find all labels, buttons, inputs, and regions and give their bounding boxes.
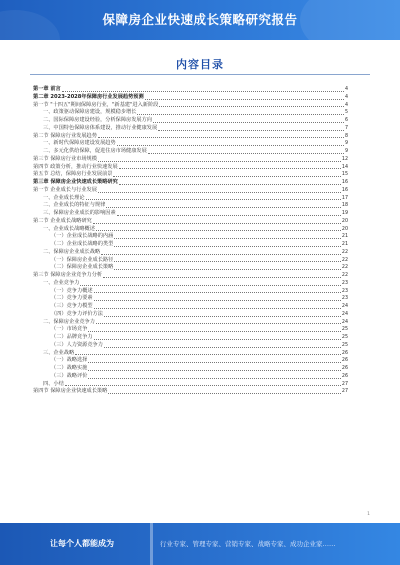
toc-entry-page: 4 <box>344 87 348 92</box>
toc-entry[interactable] <box>33 109 348 117</box>
toc-leader-dots <box>75 354 341 355</box>
toc-leader-dots <box>114 261 341 262</box>
toc-entry-page: 14 <box>341 164 348 170</box>
toc-entry-page: 26 <box>341 358 348 364</box>
toc-entry[interactable] <box>33 156 348 164</box>
toc-leader-dots <box>62 91 344 92</box>
toc-entry[interactable] <box>33 311 348 319</box>
toc-entry-title: 第二章 2023-2028年保障房行业发展趋势预测 <box>33 93 144 100</box>
toc-leader-dots <box>88 331 341 332</box>
toc-entry[interactable] <box>33 342 348 350</box>
toc-leader-dots <box>104 347 341 348</box>
toc-entry-page: 23 <box>341 296 348 302</box>
toc-entry-page: 8 <box>344 133 348 139</box>
toc-leader-dots <box>153 122 344 123</box>
toc-entry-page: 22 <box>341 249 348 255</box>
toc-entry[interactable] <box>33 171 348 179</box>
toc-entry-title: （一）保障房企业成长路径 <box>51 256 114 263</box>
toc-entry-page: 9 <box>344 149 348 154</box>
toc-entry-page: 18 <box>341 203 348 209</box>
toc-entry-page: 22 <box>341 265 348 271</box>
toc-entry-page: 15 <box>341 172 348 178</box>
toc-entry-title: （三）战略评价 <box>51 372 88 379</box>
toc-entry[interactable] <box>33 125 348 133</box>
toc-entry-page: 21 <box>341 242 348 247</box>
toc-entry-page: 26 <box>341 350 348 356</box>
toc-entry[interactable] <box>33 140 348 148</box>
toc-leader-dots <box>113 176 340 177</box>
toc-leader-dots <box>88 362 341 363</box>
toc-entry-title: 第三章 保障房企业快速成长策略研究 <box>33 179 118 185</box>
toc-leader-dots <box>119 168 341 169</box>
toc-leader-dots <box>108 393 341 394</box>
toc-entry-title: 第一节 企业成长与行业发展 <box>33 186 97 193</box>
toc-entry-page: 6 <box>344 118 348 123</box>
toc-leader-dots <box>117 145 344 146</box>
report-title: 保障房企业快速成长策略研究报告 <box>102 12 298 27</box>
toc-leader-dots <box>96 230 341 231</box>
toc-entry-title: 第四节 政策分析，推动行业快速发展 <box>33 163 118 170</box>
toc-entry[interactable] <box>33 202 348 210</box>
toc-entry-title: 第三节 保障房行业市场规模 <box>33 155 97 162</box>
toc-leader-dots <box>106 207 341 208</box>
page-number: 1 <box>367 512 370 517</box>
toc-entry-page: 16 <box>341 180 348 185</box>
toc-entry[interactable] <box>33 272 348 280</box>
toc-entry-page: 25 <box>341 342 348 348</box>
report-header <box>0 0 400 40</box>
toc-entry-title: 一、企业竞争力 <box>43 279 80 286</box>
toc-leader-dots <box>148 153 344 154</box>
toc-entry[interactable] <box>33 373 348 381</box>
toc-entry-title: 二、国际保障房建设经验，分析保障房发展方向 <box>43 117 152 123</box>
toc-entry-page: 27 <box>341 381 348 387</box>
toc-leader-dots <box>98 137 344 138</box>
toc-entry[interactable] <box>33 117 348 125</box>
toc-entry-page: 19 <box>341 211 348 216</box>
toc-entry-title: （二）战略实施 <box>51 365 88 371</box>
toc-entry-title: （一）竞争力概述 <box>51 287 93 294</box>
toc-leader-dots <box>101 254 341 255</box>
toc-entry-page: 22 <box>341 257 348 263</box>
toc-entry-title: （一）战略选择 <box>51 357 88 364</box>
toc-entry[interactable] <box>33 357 348 365</box>
toc-entry-page: 4 <box>344 94 348 100</box>
toc-entry-page: 25 <box>341 335 348 340</box>
footer-divider <box>150 523 153 565</box>
toc-entry-page: 4 <box>344 102 348 108</box>
toc-leader-dots <box>114 246 341 247</box>
toc-leader-dots <box>93 223 341 224</box>
toc-entry-title: 第四节 保障房企业快速成长策略 <box>33 388 108 395</box>
toc-entry[interactable] <box>33 218 348 226</box>
toc-entry-page: 27 <box>341 389 348 395</box>
toc-entry-title: 第五节 总结，保障房行业发展前景 <box>33 171 113 178</box>
toc-leader-dots <box>114 269 341 270</box>
toc-entry-page: 23 <box>341 280 348 286</box>
toc-entry[interactable] <box>33 280 348 288</box>
toc-entry[interactable] <box>33 334 348 342</box>
toc-heading: 内容目录 <box>176 58 224 71</box>
toc-leader-dots <box>94 300 341 301</box>
toc-entry-page: 17 <box>341 195 348 201</box>
toc-entry-page: 22 <box>341 273 348 278</box>
report-footer <box>0 523 400 565</box>
toc-entry-page: 12 <box>341 156 348 162</box>
toc-entry-page: 24 <box>341 304 348 309</box>
toc-entry-page: 24 <box>341 311 348 317</box>
table-of-contents <box>33 86 348 396</box>
toc-leader-dots <box>137 114 344 115</box>
toc-leader-dots <box>96 323 341 324</box>
footer-tagline: 行业专家、管理专家、营销专家、战略专家、成功企业家…… <box>160 540 336 548</box>
toc-entry-title: 三、企业战略 <box>43 349 75 356</box>
toc-entry-title: 三、保障房企业成长的影响因素 <box>43 210 116 216</box>
toc-entry-page: 5 <box>344 110 348 116</box>
toc-entry[interactable] <box>33 210 348 218</box>
toc-leader-dots <box>103 277 341 278</box>
toc-entry-page: 16 <box>341 187 348 193</box>
toc-divider <box>30 74 370 75</box>
toc-leader-dots <box>94 292 341 293</box>
toc-leader-dots <box>94 308 341 309</box>
toc-entry[interactable] <box>33 187 348 195</box>
toc-entry-page: 23 <box>341 288 348 294</box>
toc-leader-dots <box>86 199 341 200</box>
toc-entry-title: 一、企业成长战略概述 <box>43 225 95 232</box>
toc-entry[interactable] <box>33 94 348 102</box>
toc-entry-title: 二、保障房企业竞争力 <box>43 318 95 325</box>
toc-leader-dots <box>98 161 341 162</box>
toc-entry-title: 第一节 "十四五"期间保障房行业，"新基建"进入新阶段 <box>33 101 159 108</box>
toc-entry[interactable] <box>33 326 348 334</box>
toc-entry[interactable] <box>33 86 348 94</box>
toc-entry[interactable] <box>33 388 348 396</box>
toc-entry[interactable] <box>33 295 348 303</box>
toc-leader-dots <box>158 130 344 131</box>
toc-entry-title: （二）品牌竞争力 <box>51 334 93 340</box>
toc-entry-page: 20 <box>341 218 348 224</box>
toc-entry[interactable] <box>33 303 348 311</box>
toc-entry-title: 第二节 企业成长战略研究 <box>33 217 92 224</box>
toc-leader-dots <box>88 370 341 371</box>
toc-entry-title: （四）竞争力评价方法 <box>51 310 103 317</box>
toc-entry-title: （二）保障房企业成长策略 <box>51 264 114 271</box>
toc-entry-title: （二）企业成长战略的类型 <box>51 241 114 247</box>
toc-entry-title: 二、企业成长的特征与规律 <box>43 202 106 209</box>
toc-leader-dots <box>114 238 341 239</box>
toc-entry[interactable] <box>33 233 348 241</box>
toc-leader-dots <box>104 316 341 317</box>
toc-entry-page: 26 <box>341 373 348 379</box>
toc-entry[interactable] <box>33 148 348 156</box>
toc-entry-page: 7 <box>344 125 348 131</box>
toc-entry-page: 25 <box>341 327 348 333</box>
toc-leader-dots <box>98 192 341 193</box>
footer-slogan: 让每个人都能成为 <box>50 539 114 548</box>
toc-leader-dots <box>145 99 344 100</box>
toc-entry-page: 26 <box>341 366 348 371</box>
toc-entry-page: 20 <box>341 226 348 232</box>
toc-entry-title: 三、中国特色保障房体系建设，推动行业健康发展 <box>43 124 158 131</box>
toc-entry[interactable] <box>33 365 348 373</box>
toc-leader-dots <box>94 339 341 340</box>
toc-entry-title: 一、新时代保障房建设发展趋势 <box>43 140 116 147</box>
toc-entry-title: 二、多元化供给保障，促进住房市场健康发展 <box>43 148 147 154</box>
toc-entry-title: 第三节 保障房企业竞争力分析 <box>33 272 103 278</box>
toc-entry[interactable] <box>33 241 348 249</box>
toc-entry-page: 9 <box>344 141 348 147</box>
toc-entry-title: （一）企业成长战略的内涵 <box>51 233 114 240</box>
toc-entry-title: 四、小结 <box>43 380 64 387</box>
toc-leader-dots <box>117 215 341 216</box>
toc-entry[interactable] <box>33 179 348 187</box>
toc-entry-title: 二、保障房企业成长战略 <box>43 248 101 255</box>
toc-leader-dots <box>159 106 344 107</box>
toc-entry-page: 21 <box>341 234 348 240</box>
toc-entry[interactable] <box>33 264 348 272</box>
toc-entry-title: 一、政策驱动保障房建设，规模稳步增长 <box>43 109 137 116</box>
toc-entry-title: （三）竞争力模型 <box>51 303 93 309</box>
toc-entry-title: （三）人力资源竞争力 <box>51 341 103 348</box>
toc-leader-dots <box>119 184 341 185</box>
toc-leader-dots <box>65 385 341 386</box>
toc-entry-title: 一、企业成长理论 <box>43 194 85 201</box>
toc-entry-title: 第二节 保障房行业发展趋势 <box>33 132 97 139</box>
toc-entry-title: （二）竞争力要素 <box>51 295 93 302</box>
toc-entry[interactable] <box>33 249 348 257</box>
toc-entry-page: 24 <box>341 319 348 325</box>
toc-leader-dots <box>88 378 341 379</box>
toc-entry-title: （一）市场竞争 <box>51 326 88 333</box>
toc-leader-dots <box>80 285 341 286</box>
toc-entry-title: 第一章 前言 <box>33 86 61 92</box>
